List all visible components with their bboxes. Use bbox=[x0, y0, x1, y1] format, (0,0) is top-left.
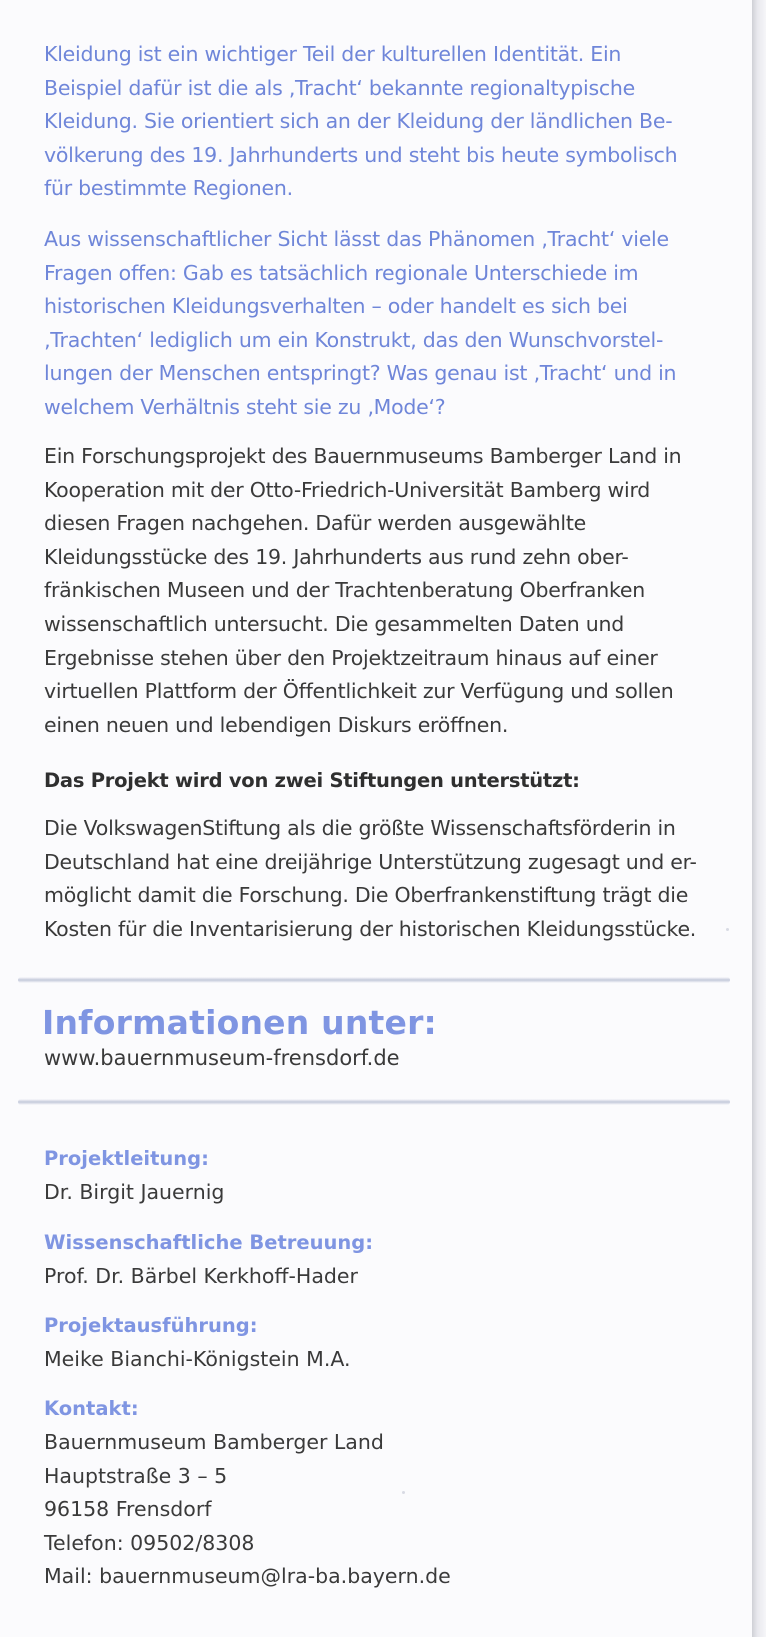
separator-top bbox=[18, 977, 730, 983]
info-heading: Informationen unter: bbox=[42, 1003, 437, 1042]
funding-paragraph: Die VolkswagenStiftung als die größte Wissenschaftsförderin in Deutschland hat eine dreijährige Unterstützung zugesagt und er-möglicht damit die Forschung. Die Oberfrankenstiftung trägt die Kosten für die Inventarisierung der historischen Kleidungsstücke. bbox=[44, 816, 697, 941]
intro-paragraph-identity: Kleidung ist ein wichtiger Teil der kulturellen Identität. Ein Beispiel dafür ist die als ‚Tracht‘ bekannte regionaltypische Kleidung. Sie orientiert sich an der Kleidung der ländlichen Be-völkerung des 19. Jahrhunderts und steht bis heute symbolisch für bestimmte Regionen. bbox=[44, 42, 678, 201]
project-lead-value: Dr. Birgit Jauernig bbox=[44, 1180, 225, 1204]
intro-paragraph-questions: Aus wissenschaftlicher Sicht lässt das Phänomen ‚Tracht‘ viele Fragen offen: Gab es tatsächlich regionale Unterschiede im historischen Kleidungsverhalten – oder handelt es sich bei ‚Trachten‘ lediglich um ein Konstrukt, das den Wunschvorstel-lungen der Menschen entspringt? Was genau ist ‚Tracht‘ und in welchem Verhältnis steht sie zu ‚Mode‘? bbox=[44, 227, 677, 419]
contact-block bbox=[44, 1426, 451, 1594]
support-heading: Das Projekt wird von zwei Stiftungen unterstützt: bbox=[44, 769, 580, 792]
scientific-support-value: Prof. Dr. Bärbel Kerkhoff-Hader bbox=[44, 1264, 358, 1288]
separator-bottom bbox=[18, 1099, 730, 1105]
paper-speck bbox=[726, 928, 729, 931]
paper-speck bbox=[402, 1491, 405, 1494]
contact-label: Kontakt: bbox=[44, 1397, 139, 1420]
contact-name: Bauernmuseum Bamberger Land bbox=[44, 1430, 384, 1454]
project-execution-label: Projektausführung: bbox=[44, 1314, 258, 1337]
contact-phone: Telefon: 09502/8308 bbox=[44, 1530, 255, 1555]
contact-city: 96158 Frensdorf bbox=[44, 1497, 212, 1521]
website-url[interactable]: www.bauernmuseum-frensdorf.de bbox=[44, 1046, 400, 1070]
project-execution-value: Meike Bianchi-Königstein M.A. bbox=[44, 1347, 351, 1371]
project-lead-label: Projektleitung: bbox=[44, 1147, 209, 1170]
page-edge bbox=[752, 0, 766, 1637]
scientific-support-label: Wissenschaftliche Betreuung: bbox=[44, 1231, 374, 1254]
contact-email[interactable]: Mail: bauernmuseum@lra-ba.bayern.de bbox=[44, 1564, 451, 1588]
project-paragraph: Ein Forschungsprojekt des Bauernmuseums Bamberger Land in Kooperation mit der Otto-Friedrich-Universität Bamberg wird diesen Fragen nachgehen. Dafür werden ausgewählte Kleidungsstücke des 19. Jahrhunderts aus rund zehn ober-fränkischen Museen und der Trachtenberatung Oberfranken wissenschaftlich untersucht. Die gesammelten Daten und Ergebnisse stehen über den Projektzeitraum hinaus auf einer virtuellen Plattform der Öffentlichkeit zur Verfügung und sollen einen neuen und lebendigen Diskurs eröffnen. bbox=[44, 444, 682, 737]
contact-street: Hauptstraße 3 – 5 bbox=[44, 1463, 228, 1488]
